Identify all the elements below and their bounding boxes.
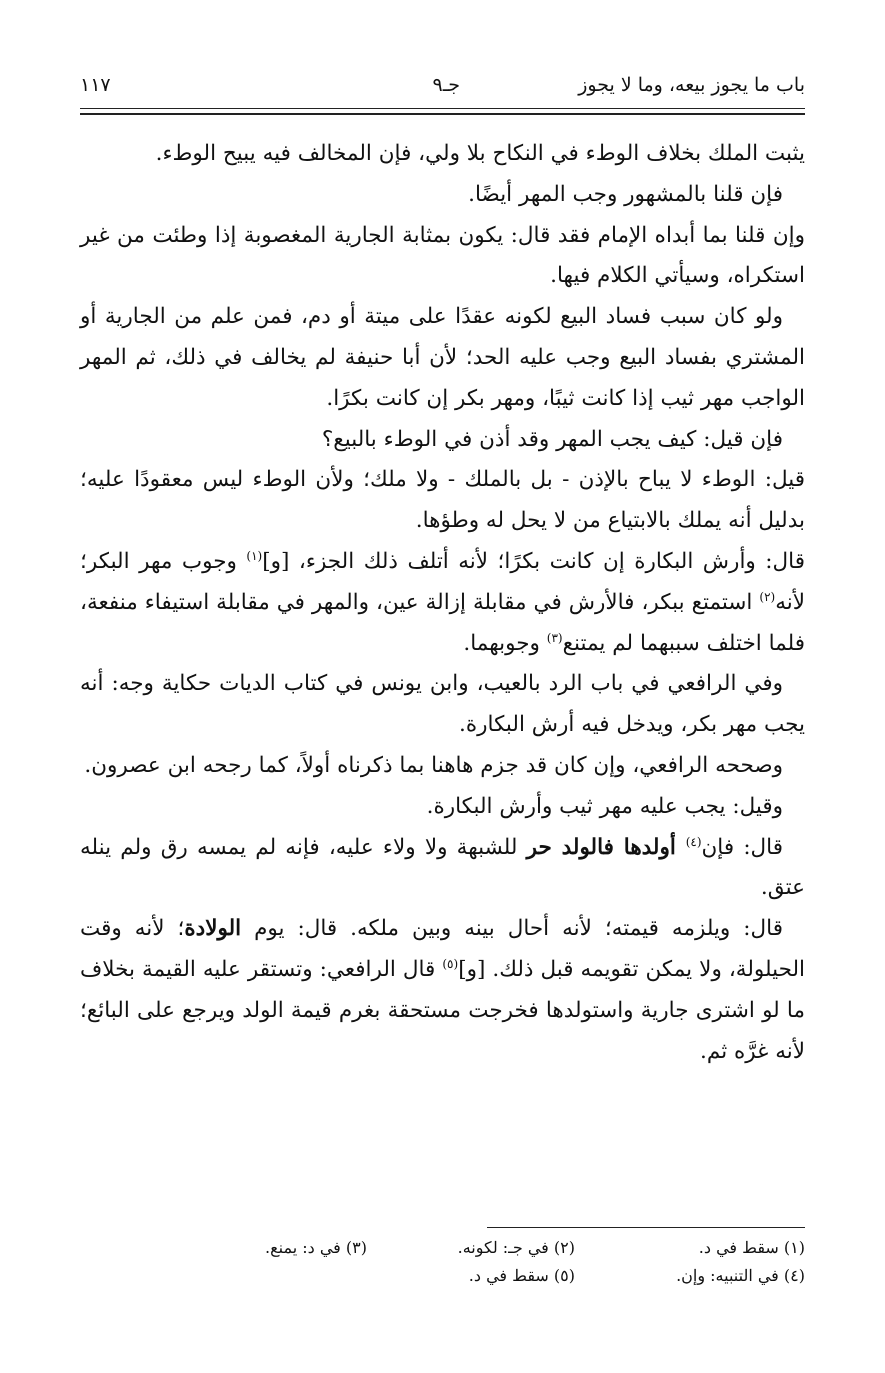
chapter-title: باب ما يجوز بيعه، وما لا يجوز [578, 74, 805, 96]
footnote-row [80, 1238, 805, 1266]
text-run: ؛ لأنه وقت الحيلولة، ولا يمكن تقويمه قبل ذلك. [و] [80, 916, 805, 982]
text-run: استمتع ببكر، فالأرش في مقابلة إزالة عين، والمهر في مقابلة استيفاء منفعة، فلما اختلف سببهما لم يمتنع [80, 589, 805, 656]
paragraph [80, 909, 805, 1072]
text-run: قال: وأرش البكارة إن كانت بكرًا؛ لأنه أتلف ذلك الجزء، [و] [262, 548, 805, 574]
paragraph: يثبت الملك بخلاف الوطء في النكاح بلا ولي، فإن المخالف فيه يبيح الوطء. [155, 141, 805, 166]
text-run: قال: فإن [701, 834, 784, 860]
footnote: (٣) في د: يمنع. [265, 1238, 367, 1257]
text-run: وجوبهما. [463, 630, 547, 656]
paragraph [80, 542, 805, 664]
paragraph: وصححه الرافعي، وإن كان قد جزم هاهنا بما ذكرناه أولاً، كما رجحه ابن عصرون. [84, 752, 783, 778]
page-header [80, 70, 805, 106]
paragraph: ولو كان سبب فساد البيع لكونه عقدًا على ميتة أو دم، فمن علم من الجارية أو المشتري بفساد البيع وجب عليه الحد؛ لأن أبا حنيفة لم يخالف في ذلك، ثم المهر الواجب مهر ثيب إذا كانت ثيبًا، ومهر بكر إن كانت بكرًا. [80, 304, 805, 411]
header-rule-thick [80, 113, 805, 115]
page-number: ١١٧ [80, 74, 111, 96]
footnotes [80, 1238, 805, 1294]
paragraph: وقيل: يجب عليه مهر ثيب وأرش البكارة. [426, 793, 783, 819]
footnote-ref: (٢) [759, 589, 776, 604]
footnote-ref: (٥) [442, 956, 459, 971]
main-text [80, 134, 805, 1072]
footnote-ref: (٤) [685, 834, 702, 849]
footnote-separator [487, 1227, 805, 1228]
volume-label: جـ٩ [432, 74, 460, 96]
footnote: (٤) في التنبيه: وإن. [676, 1266, 805, 1285]
text-run: للشبهة ولا ولاء عليه، فإنه لم يمسه رق ولم ينله عتق. [80, 834, 805, 901]
paragraph: فإن قيل: كيف يجب المهر وقد أذن في الوطء بالبيع؟ [321, 426, 783, 452]
bold-matn: الولادة [184, 916, 242, 942]
text-run: وجوب مهر البكر؛ لأنه [80, 548, 805, 615]
bold-matn: أولدها فالولد حر [526, 834, 686, 860]
text-run: قال: ويلزمه قيمته؛ لأنه أحال بينه وبين ملكه. قال: يوم [241, 916, 783, 942]
footnote-ref: (٣) [546, 630, 563, 645]
paragraph: فإن قلنا بالمشهور وجب المهر أيضًا. [468, 181, 783, 207]
paragraph: قيل: الوطء لا يباح بالإذن - بل بالملك - ولا ملك؛ ولأن الوطء ليس معقودًا عليه؛ بدليل أنه يملك بالابتياع من لا يحل له وطؤها. [80, 467, 805, 534]
footnote: (٥) سقط في د. [468, 1266, 575, 1285]
paragraph: وفي الرافعي في باب الرد بالعيب، وابن يونس في كتاب الديات حكاية وجه: أنه يجب مهر بكر، ويدخل فيه أرش البكارة. [80, 671, 805, 738]
footnote-ref: (١) [246, 548, 263, 563]
footnote: (١) سقط في د. [698, 1238, 805, 1257]
text-run: قال الرافعي: وتستقر عليه القيمة بخلاف ما لو اشترى جارية واستولدها فخرجت مستحقة بغرم قيمة الولد ويرجع على البائع؛ لأنه غرَّه ثم. [80, 956, 805, 1064]
footnote: (٢) في جـ: لكونه. [457, 1238, 575, 1257]
paragraph [80, 828, 805, 910]
header-rule-thin [80, 108, 805, 109]
paragraph: وإن قلنا بما أبداه الإمام فقد قال: يكون بمثابة الجارية المغصوبة إذا وطئت من غير استكراه، وسيأتي الكلام فيها. [80, 222, 805, 289]
footnote-row [80, 1266, 805, 1294]
